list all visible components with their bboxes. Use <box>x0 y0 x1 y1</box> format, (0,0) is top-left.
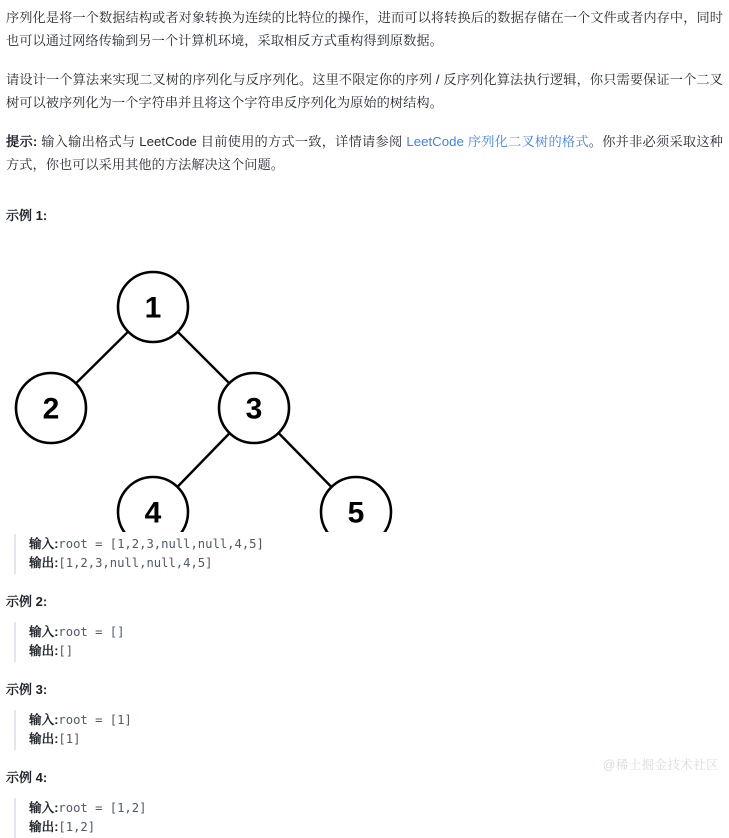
input-value: root = [] <box>58 625 125 639</box>
paragraph-task: 请设计一个算法来实现二叉树的序列化与反序列化。这里不限定你的序列 / 反序列化算法执行逻辑，你只需要保证一个二叉树可以被序列化为一个字符串并且将这个字符串反序列化为原始的树结构。 <box>6 72 723 110</box>
input-label: 输入: <box>29 801 59 815</box>
example-4-input-line <box>29 799 723 818</box>
example-1-heading: 示例 1: <box>6 208 48 223</box>
input-label: 输入: <box>29 713 59 727</box>
output-label: 输出: <box>29 556 59 570</box>
output-value: [1,2] <box>58 820 96 834</box>
tree-node-label-3: 3 <box>245 392 263 426</box>
tree-node-1 <box>118 272 188 342</box>
output-label: 输出: <box>29 732 59 746</box>
tip-text-after-link: 。你并非必须采取这种方式，你也可以采用其他的方法解决这个问题。 <box>6 134 724 172</box>
output-value: [1,2,3,null,null,4,5] <box>58 556 213 570</box>
input-value: root = [1] <box>58 713 132 727</box>
example-4-output-line <box>29 818 723 837</box>
example-3-heading: 示例 3: <box>6 682 48 697</box>
tip-label: 提示: <box>6 134 38 149</box>
input-label: 输入: <box>29 625 59 639</box>
tree-edge-3-5 <box>278 432 332 487</box>
example-2-output-line <box>29 642 723 661</box>
tree-node-label-4: 4 <box>144 496 162 530</box>
example-2-input-line <box>29 623 723 642</box>
input-label: 输入: <box>29 537 59 551</box>
binary-tree-svg <box>6 232 426 532</box>
example-3-output-line <box>29 730 723 749</box>
tree-node-group <box>16 272 391 532</box>
tree-edge-1-3 <box>177 331 230 384</box>
site-watermark: @稀土掘金技术社区 <box>602 758 719 772</box>
tree-node-label-2: 2 <box>42 392 60 426</box>
tree-edge-1-2 <box>75 331 129 384</box>
tree-node-2 <box>16 373 86 443</box>
output-label: 输出: <box>29 644 59 658</box>
tip-text-before-link: 输入输出格式与 LeetCode 目前使用的方式一致，详情请参阅 <box>37 134 407 149</box>
paragraph-tip <box>6 130 723 176</box>
example-3-code-block <box>14 710 723 750</box>
tree-node-label-1: 1 <box>144 291 162 325</box>
example-1-code-block <box>14 534 723 574</box>
tree-node-4 <box>118 477 188 532</box>
tree-edge-3-4 <box>177 432 231 487</box>
leetcode-format-link[interactable]: LeetCode 序列化二叉树的格式 <box>406 134 589 149</box>
output-value: [1] <box>58 732 81 746</box>
tree-node-3 <box>219 373 289 443</box>
example-3-input-line <box>29 711 723 730</box>
paragraph-intro: 序列化是将一个数据结构或者对象转换为连续的比特位的操作，进而可以将转换后的数据存储在一个文件或者内存中，同时也可以通过网络传输到另一个计算机环境，采取相反方式重构得到原数据。 <box>6 10 723 48</box>
example-1-output-line <box>29 554 723 573</box>
input-value: root = [1,2,3,null,null,4,5] <box>58 537 264 551</box>
example-2-heading: 示例 2: <box>6 594 48 609</box>
output-value: [] <box>58 644 74 658</box>
tree-node-label-5: 5 <box>347 496 365 530</box>
example-4-code-block <box>14 798 723 838</box>
input-value: root = [1,2] <box>58 801 147 815</box>
example-1-input-line <box>29 535 723 554</box>
tree-edge-group <box>75 331 332 488</box>
binary-tree-diagram <box>6 232 426 532</box>
tree-node-5 <box>321 477 391 532</box>
example-2-code-block <box>14 622 723 662</box>
output-label: 输出: <box>29 820 59 834</box>
example-4-heading: 示例 4: <box>6 770 48 785</box>
